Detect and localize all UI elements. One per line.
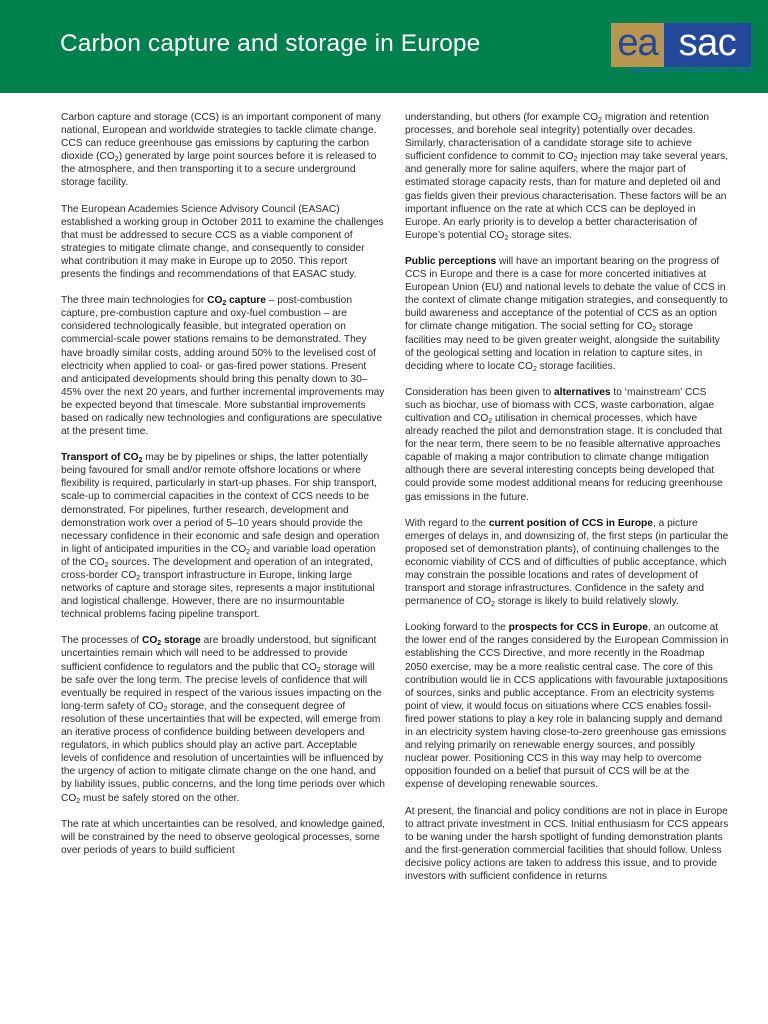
logo-sac-block: sac (664, 23, 751, 67)
logo-tagline: European Academies Science Advisory Council (624, 68, 751, 74)
highlight-co2-capture: $CO_2$ capture (207, 295, 266, 308)
paragraph-public-perceptions: Public perceptions will have an important bearing on the progress of CCS in Europe and there is a case for more concerted initiatives at European Union (EU) and national levels to debate the value of CCS in the context of climate change mitigation strategies, and consequently to build awareness and acceptance of the potential of CCS as an option for climate change mitigation. The social setting for $CO_2$ storage facilities may need to be given greater weight, alongside the suitability of the geological setting and location in relation to capture sites, in deciding where to locate $CO_2$ storage facilities. (405, 255, 728, 373)
paragraph-co2-transport: Transport of $CO_2$ may be by pipelines or ships, the latter potentially being favoured for small and/or remote offshore locations or where flexibility is required, particularly in start-up phases. For ship transport, scale-up to commercial capacities in the context of CCS needs to be demonstrated. For pipelines, further research, development and demonstration work over a period of 5–10 years should provide the necessary confidence in their economic and safe design and operation in light of anticipated impurities in the $CO_2$ and variable load operation of the $CO_2$ sources. The development and operation of an integrated, cross-border $CO_2$ transport infrastructure in Europe, linking large networks of capture and storage sites, represents a major institutional and logistical challenge. However, there are no insurmountable technical problems facing pipeline transport. (61, 452, 380, 621)
paragraph-financial-conditions: At present, the financial and policy conditions are not in place in Europe to attract private investment in CCS. Initial enthusiasm for CCS appears to be waning under the harsh spotlight of funding demonstration plants and the first-generation commercial facilities that should follow. Unless decisive policy actions are taken to address this issue, and to provide investors with sufficient confidence in returns (405, 805, 729, 882)
logo-ea-block: ea (611, 23, 664, 67)
highlight-public-perceptions: Public perceptions (405, 255, 497, 267)
paragraph-rate-of-resolution: The rate at which uncertainties can be resolved, and knowledge gained, will be constrained by the need to observe geological processes, some over periods of years to build sufficient (61, 818, 385, 856)
highlight-prospects: prospects for CCS in Europe (508, 622, 648, 634)
highlight-alternatives: alternatives (553, 386, 611, 398)
highlight-transport: Transport of $CO_2$ (61, 452, 143, 465)
paragraph-prospects: Looking forward to the prospects for CCS in Europe, an outcome at the lower end of the ranges considered by the European Commission in establishing the CCS Directive, and more recently in the Roadmap 2050 exercise, may be a more realistic central case. The core of this contribution would lie in CCS applications with favourable juxtapositions of sources, sinks and public acceptance. From an electricity systems point of view, it would focus on situations where CCS enables fossil-fired power stations to play a key role in balancing supply and demand in an electricity system having close-to-zero greenhouse gas emissions and relying primarily on renewable energy sources, and possibly nuclear power. Positioning CCS in this way may help to overcome opposition founded on a belief that pursuit of CCS will be at the expense of developing renewable sources. (405, 622, 729, 791)
paragraph-co2-storage: The processes of $CO_2$ storage are broadly understood, but significant uncertainties remain which will need to be addressed to provide sufficient confidence to regulators and the public that $CO_2$ storage will be safe over the long term. The precise levels of confidence that will eventually be required in respect of the various issues impacting on the long-term safety of $CO_2$ storage, and the consequent degree of resolution of these uncertainties that will be expected, will emerge from an iterative process of confidence building between developers and regulators, in which publics should play an active part. Acceptable levels of confidence and resolution of uncertainties will be influenced by the urgency of action to mitigate climate change on the one hand, and by liability issues, public concerns, and the long time periods over which $CO_2$ must be safely stored on the other. (61, 635, 385, 805)
paragraph-understanding: understanding, but others (for example $CO_2$ migration and retention processes, and borehole seal integrity) potentially over decades. Similarly, characterisation of a candidate storage site to achieve sufficient confidence to commit to $CO_2$ injection may take several years, and generally more for saline aquifers, where the major part of estimated storage capacity rests, than for mature and depleted oil and gas fields given their previous characterisation. These factors will be an important influence on the rate at which CCS can be deployed in Europe. An early priority is to develop a better characterisation of Europe’s potential $CO_2$ storage sites. (405, 112, 729, 242)
easac-logo (611, 23, 751, 79)
left-column (61, 111, 385, 870)
header-band (0, 0, 768, 93)
highlight-current-position: current position of CCS in Europe (488, 517, 653, 529)
paragraph-introduction: Carbon capture and storage (CCS) is an important component of many national, European and worldwide strategies to tackle climate change. CCS can reduce greenhouse gas emissions by capturing the carbon dioxide $(CO_2)$ generated by large point sources before it is released to the atmosphere, and then transporting it to a secure underground storage facility. (61, 112, 381, 189)
paragraph-alternatives: Consideration has been given to alternatives to ‘mainstream’ CCS such as biochar, use of biomass with CCS, waste carbonation, algae cultivation and $CO_2$ utilisation in chemical processes, which have already reached the pilot and demonstration stage. It is concluded that for the near term, there seem to be no feasible alternative approaches capable of making a major contribution to climate change mitigation although there are several interesting concepts being developed that could provide some modest additional means for reducing greenhouse gas emissions in the future. (405, 386, 723, 503)
page-title: Carbon capture and storage in Europe (60, 30, 481, 57)
right-column (405, 111, 729, 896)
paragraph-current-position: With regard to the current position of CCS in Europe, a picture emerges of delays in, and downsizing of, the first steps (in particular the proposed set of demonstration plants), of continuing challenges to the economic viability of CCS and of difficulties of public acceptance, which may constrain the possible locations and rates of development of transport and storage infrastructures. Confidence in the safety and permanence of $CO_2$ storage is likely to build relatively slowly. (405, 517, 729, 609)
paragraph-easac-study: The European Academies Science Advisory Council (EASAC) established a working group in October 2011 to examine the challenges that must be addressed to secure CCS as a viable component of strategies to mitigate climate change, and consequently to consider what contribution it may make in Europe up to 2050. This report presents the findings and recommendations of that EASAC study. (61, 203, 384, 281)
paragraph-co2-capture: The three main technologies for $CO_2$ capture – post-combustion capture, pre-combustion capture and oxy-fuel combustion – are considered technologically feasible, but integrated operation on commercial-scale power stations remains to be demonstrated. They have broadly similar costs, adding around 50% to the levelised cost of electricity when applied to coal- or gas-fired power stations. Present and anticipated developments should bring this penalty down to 30–45% over the next 20 years, and further incremental improvements may be expected beyond that timescale. More substantial improvements based on radically new technologies and configurations are speculative at the present time. (61, 295, 385, 438)
highlight-co2-storage: $CO_2$ storage (141, 635, 201, 648)
